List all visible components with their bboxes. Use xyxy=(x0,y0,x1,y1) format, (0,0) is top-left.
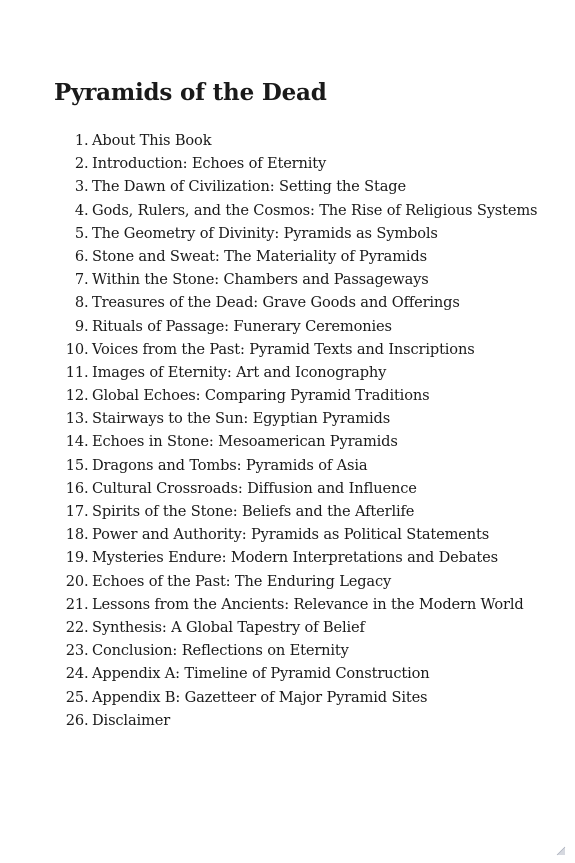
toc-item-number: 1. xyxy=(74,132,89,149)
toc-item-number: 20. xyxy=(65,572,89,590)
toc-item-number: 17. xyxy=(65,503,89,520)
toc-item-label: Voices from the Past: Pyramid Texts and Inscriptions xyxy=(92,340,475,358)
table-of-contents xyxy=(54,129,537,732)
toc-item-label: Stairways to the Sun: Egyptian Pyramids xyxy=(92,410,391,428)
toc-item-label: Appendix B: Gazetteer of Major Pyramid Sites xyxy=(92,688,428,706)
toc-item[interactable] xyxy=(54,384,537,407)
toc-item-label: Mysteries Endure: Modern Interpretations and Debates xyxy=(92,549,498,567)
toc-item-number: 22. xyxy=(65,618,89,636)
toc-item-label: Gods, Rulers, and the Cosmos: The Rise of Religious Systems xyxy=(92,201,538,219)
toc-item-label: The Geometry of Divinity: Pyramids as Symbols xyxy=(92,224,438,242)
toc-item[interactable] xyxy=(54,616,537,639)
toc-item-label: Within the Stone: Chambers and Passageways xyxy=(92,271,429,289)
toc-item[interactable] xyxy=(54,662,537,685)
toc-item-number: 13. xyxy=(65,410,89,428)
toc-item-number: 4. xyxy=(74,201,89,219)
toc-item-label: Power and Authority: Pyramids as Political Statements xyxy=(92,526,490,544)
toc-item[interactable] xyxy=(54,477,537,500)
toc-item-label: Rituals of Passage: Funerary Ceremonies xyxy=(92,317,392,335)
toc-item[interactable] xyxy=(54,338,537,361)
toc-item-number: 8. xyxy=(74,294,89,312)
toc-item[interactable] xyxy=(54,546,537,569)
toc-item-label: Synthesis: A Global Tapestry of Belief xyxy=(92,618,365,636)
toc-item-number: 10. xyxy=(65,340,89,358)
toc-item[interactable] xyxy=(54,709,537,732)
toc-item[interactable] xyxy=(54,361,537,384)
toc-item-label: Disclaimer xyxy=(92,711,171,729)
toc-item[interactable] xyxy=(54,152,537,175)
toc-item-number: 2. xyxy=(74,155,89,173)
toc-item-number: 26. xyxy=(65,711,89,729)
toc-item-number: 23. xyxy=(65,642,89,660)
toc-item-number: 25. xyxy=(65,688,89,706)
toc-item[interactable] xyxy=(54,245,537,268)
toc-item[interactable] xyxy=(54,523,537,546)
toc-item-number: 7. xyxy=(74,271,89,289)
toc-item-label: Treasures of the Dead: Grave Goods and Offerings xyxy=(92,294,460,312)
toc-item-number: 5. xyxy=(74,224,89,242)
toc-item[interactable] xyxy=(54,175,537,198)
toc-item[interactable] xyxy=(54,639,537,662)
toc-item-label: Cultural Crossroads: Diffusion and Influence xyxy=(92,479,417,497)
toc-item[interactable] xyxy=(54,315,537,338)
toc-item-label: The Dawn of Civilization: Setting the Stage xyxy=(92,178,406,196)
toc-item[interactable] xyxy=(54,199,537,222)
toc-item-label: Appendix A: Timeline of Pyramid Construction xyxy=(92,665,430,683)
toc-item[interactable] xyxy=(54,593,537,616)
toc-item-label: Echoes of the Past: The Enduring Legacy xyxy=(92,572,392,590)
toc-item-label: About This Book xyxy=(92,132,212,149)
toc-item-number: 19. xyxy=(65,549,89,567)
toc-item[interactable] xyxy=(54,430,537,453)
toc-item-label: Spirits of the Stone: Beliefs and the Afterlife xyxy=(92,503,415,520)
page-curl-icon xyxy=(555,845,567,857)
toc-item-number: 21. xyxy=(65,595,89,613)
toc-item[interactable] xyxy=(54,291,537,314)
toc-item[interactable] xyxy=(54,268,537,291)
page-title: Pyramids of the Dead xyxy=(54,79,327,106)
toc-item-number: 11. xyxy=(65,363,89,381)
toc-item-number: 9. xyxy=(74,317,89,335)
toc-item-number: 3. xyxy=(74,178,89,196)
toc-item-number: 14. xyxy=(65,433,89,451)
toc-item-label: Dragons and Tombs: Pyramids of Asia xyxy=(92,456,368,474)
toc-item-label: Images of Eternity: Art and Iconography xyxy=(92,363,387,381)
toc-item-label: Lessons from the Ancients: Relevance in the Modern World xyxy=(92,595,524,613)
toc-item[interactable] xyxy=(54,129,537,152)
toc-item-label: Introduction: Echoes of Eternity xyxy=(92,155,327,173)
toc-item-number: 16. xyxy=(65,479,89,497)
toc-item-label: Stone and Sweat: The Materiality of Pyramids xyxy=(92,247,427,265)
toc-item[interactable] xyxy=(54,407,537,430)
toc-item-number: 15. xyxy=(65,456,89,474)
toc-item-number: 18. xyxy=(65,526,89,544)
toc-item[interactable] xyxy=(54,222,537,245)
toc-item-number: 24. xyxy=(65,665,89,683)
toc-item-number: 6. xyxy=(74,247,89,265)
toc-item-number: 12. xyxy=(65,387,89,405)
toc-item-label: Echoes in Stone: Mesoamerican Pyramids xyxy=(92,433,398,451)
toc-item[interactable] xyxy=(54,500,537,523)
toc-item-label: Global Echoes: Comparing Pyramid Traditions xyxy=(92,387,430,405)
toc-item[interactable] xyxy=(54,454,537,477)
toc-item[interactable] xyxy=(54,686,537,709)
toc-item[interactable] xyxy=(54,570,537,593)
toc-item-label: Conclusion: Reflections on Eternity xyxy=(92,642,349,660)
